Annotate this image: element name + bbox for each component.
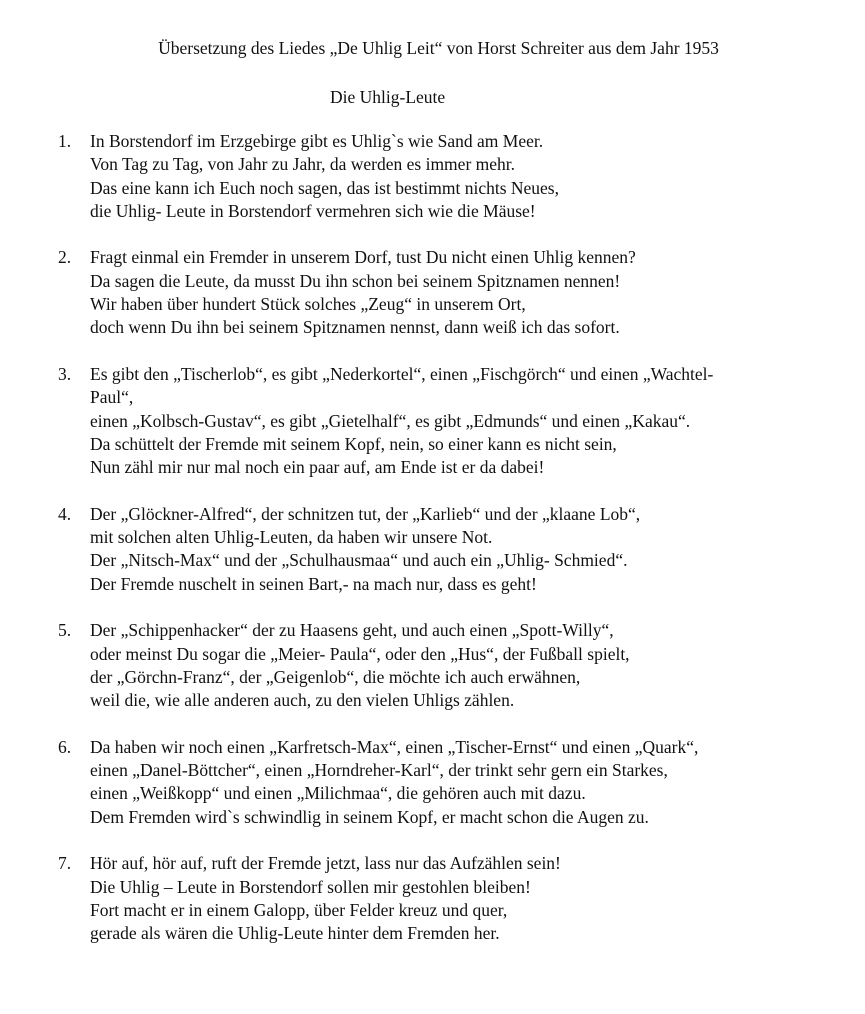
verse-line: die Uhlig- Leute in Borstendorf vermehren sich wie die Mäuse! (90, 200, 536, 221)
verse-number: 2. (58, 247, 72, 268)
verse-line: weil die, wie alle anderen auch, zu den vielen Uhligs zählen. (90, 690, 515, 711)
verse-4 (58, 503, 848, 596)
verse-number: 3. (58, 363, 72, 384)
verse-line: mit solchen alten Uhlig-Leuten, da haben wir unsere Not. (90, 527, 493, 548)
verse-line: der „Görchn-Franz“, der „Geigenlob“, die möchte ich auch erwähnen, (90, 666, 581, 687)
document-title: Übersetzung des Liedes „De Uhlig Leit“ von Horst Schreiter aus dem Jahr 1953 (158, 38, 719, 58)
verse-line: Das eine kann ich Euch noch sagen, das ist bestimmt nichts Neues, (90, 177, 559, 198)
verse-line: Es gibt den „Tischerlob“, es gibt „Nederkortel“, einen „Fischgörch“ und einen „Wachtel- (90, 363, 714, 384)
verse-line: einen „Danel-Böttcher“, einen „Horndreher-Karl“, der trinkt sehr gern ein Starkes, (90, 760, 668, 781)
verse-line: Hör auf, hör auf, ruft der Fremde jetzt, lass nur das Aufzählen sein! (90, 853, 561, 874)
verse-line: Paul“, (90, 387, 134, 408)
verse-line: Da haben wir noch einen „Karfretsch-Max“, einen „Tischer-Ernst“ und einen „Quark“, (90, 736, 699, 757)
verse-line: Der „Glöckner-Alfred“, der schnitzen tut, der „Karlieb“ und der „klaane Lob“, (90, 503, 641, 524)
verse-line: Der „Schippenhacker“ der zu Haasens geht, und auch einen „Spott-Willy“, (90, 620, 614, 641)
verse-line: einen „Weißkopp“ und einen „Milichmaa“, die gehören auch mit dazu. (90, 783, 586, 804)
verse-1 (58, 130, 848, 223)
verse-6 (58, 736, 848, 829)
verse-line: Dem Fremden wird`s schwindlig in seinem Kopf, er macht schon die Augen zu. (90, 806, 649, 827)
verse-list (58, 130, 848, 969)
verse-line: Von Tag zu Tag, von Jahr zu Jahr, da werden es immer mehr. (90, 154, 516, 175)
verse-number: 4. (58, 503, 72, 524)
verse-line: doch wenn Du ihn bei seinem Spitznamen nennst, dann weiß ich das sofort. (90, 317, 620, 338)
verse-3 (58, 363, 848, 479)
verse-line: Da schüttelt der Fremde mit seinem Kopf, nein, so einer kann es nicht sein, (90, 433, 617, 454)
verse-number: 7. (58, 853, 72, 874)
verse-line: Nun zähl mir nur mal noch ein paar auf, am Ende ist er da dabei! (90, 457, 545, 478)
verse-number: 6. (58, 736, 72, 757)
verse-line: Der „Nitsch-Max“ und der „Schulhausmaa“ und auch ein „Uhlig- Schmied“. (90, 550, 628, 571)
verse-line: gerade als wären die Uhlig-Leute hinter dem Fremden her. (90, 923, 500, 944)
verse-line: Da sagen die Leute, da musst Du ihn schon bei seinem Spitznamen nennen! (90, 270, 621, 291)
verse-number: 5. (58, 620, 72, 641)
verse-line: Fort macht er in einem Galopp, über Felder kreuz und quer, (90, 899, 508, 920)
verse-2 (58, 246, 848, 339)
verse-5 (58, 619, 848, 712)
verse-line: In Borstendorf im Erzgebirge gibt es Uhlig`s wie Sand am Meer. (90, 131, 544, 151)
verse-7 (58, 852, 848, 945)
verse-line: Wir haben über hundert Stück solches „Zeug“ in unserem Ort, (90, 294, 526, 315)
song-title: Die Uhlig-Leute (330, 87, 446, 107)
verse-line: Die Uhlig – Leute in Borstendorf sollen mir gestohlen bleiben! (90, 876, 531, 897)
verse-line: Der Fremde nuschelt in seinen Bart,- na mach nur, dass es geht! (90, 573, 537, 594)
verse-line: einen „Kolbsch-Gustav“, es gibt „Gietelhalf“, es gibt „Edmunds“ und einen „Kakau“. (90, 410, 691, 431)
verse-number: 1. (58, 131, 72, 151)
verse-line: oder meinst Du sogar die „Meier- Paula“, oder den „Hus“, der Fußball spielt, (90, 643, 630, 664)
verse-line: Fragt einmal ein Fremder in unserem Dorf, tust Du nicht einen Uhlig kennen? (90, 247, 636, 268)
